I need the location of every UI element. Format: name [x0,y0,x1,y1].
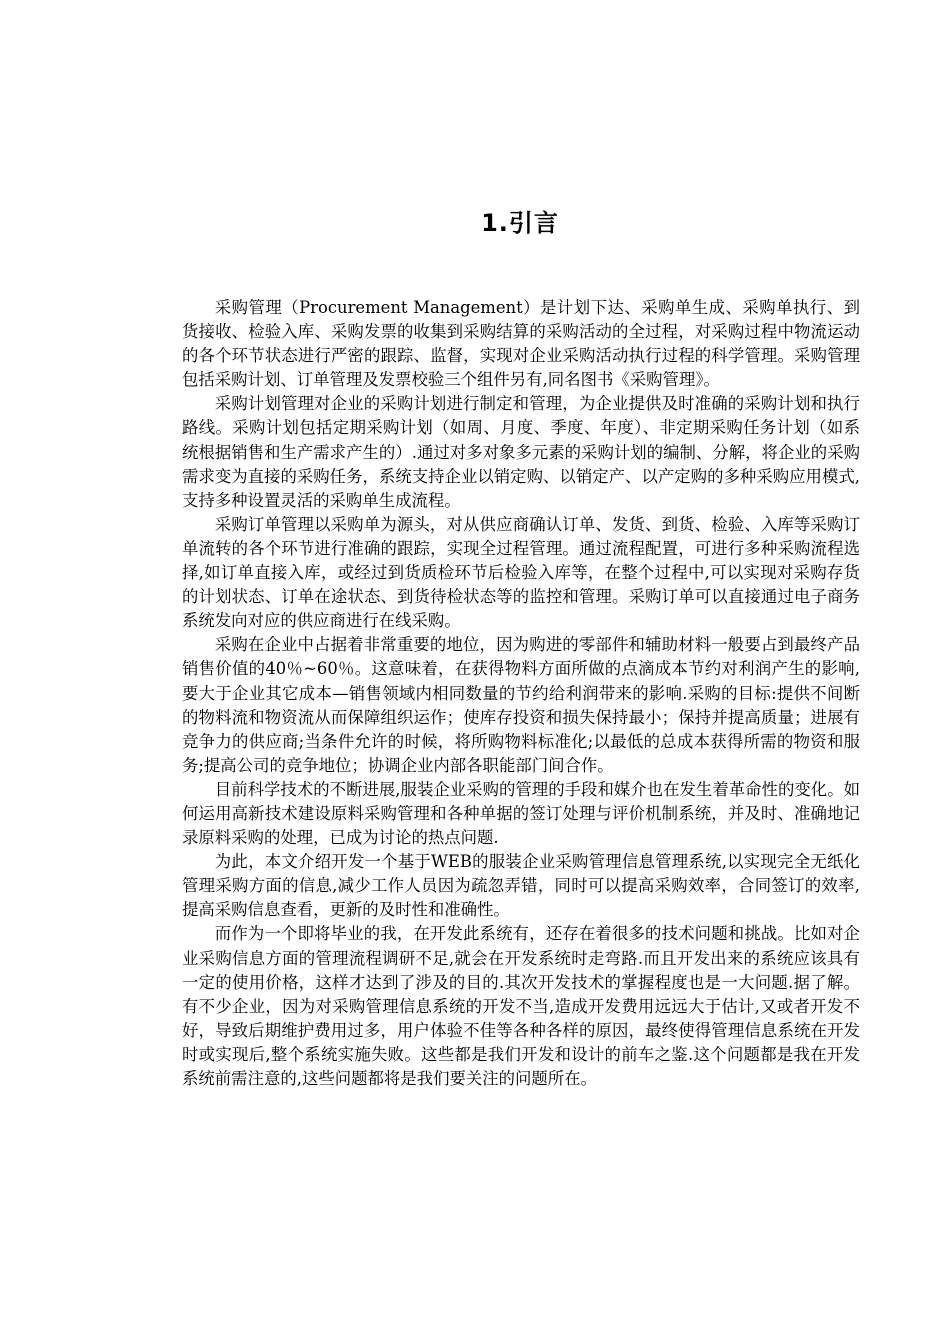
paragraph: 采购管理（Procurement Management）是计划下达、采购单生成、采购单执行、到货接收、检验入库、采购发票的收集到采购结算的采购活动的全过程，对采购过程中物流运动的各个环节状态进行严密的跟踪、监督，实现对企业采购活动执行过程的科学管理。采购管理包括采购计划、订单管理及发票校验三个组件另有,同名图书《采购管理》。 [182,298,860,390]
section-heading: 1.引言 [481,209,559,237]
paragraph: 采购在企业中占据着非常重要的地位，因为购进的零部件和辅助材料一般要占到最终产品销售价值的40％~60％。这意味着，在获得物料方面所做的点滴成本节约对利润产生的影响,要大于企业其它成本—销售领域内相同数量的节约给利润带来的影响.采购的目标:提供不间断的物料流和物资流从而保障组织运作；使库存投资和损失保持最小；保持并提高质量；进展有竞争力的供应商;当条件允许的时候，将所购物料标准化;以最低的总成本获得所需的物资和服务;提高公司的竞争地位；协调企业内部各职能部门间合作。 [182,635,860,775]
paragraph: 目前科学技术的不断进展,服装企业采购的管理的手段和媒介也在发生着革命性的变化。如何运用高新技术建设原料采购管理和各种单据的签订处理与评价机制系统，并及时、准确地记录原料采购的处理，已成为讨论的热点问题. [182,779,860,848]
paragraph: 为此，本文介绍开发一个基于WEB的服装企业采购管理信息管理系统,以实现完全无纸化管理采购方面的信息,减少工作人员因为疏忽弄错，同时可以提高采购效率，合同签订的效率,提高采购信息查看，更新的及时性和准确性。 [182,852,860,920]
paragraph: 而作为一个即将毕业的我，在开发此系统有，还存在着很多的技术问题和挑战。比如对企业采购信息方面的管理流程调研不足,就会在开发系统时走弯路.而且开发出来的系统应该具有一定的使用价格，这样才达到了涉及的目的.其次开发技术的掌握程度也是一大问题.据了解。有不少企业，因为对采购管理信息系统的开发不当,造成开发费用远远大于估计,又或者开发不好，导致后期维护费用过多，用户体验不佳等各种各样的原因，最终使得管理信息系统在开发时或实现后,整个系统实施失败。这些都是我们开发和设计的前车之鉴.这个问题都是我在开发系统前需注意的,这些问题都将是我们要关注的问题所在。 [182,924,860,1088]
body-text [182,296,860,1091]
paragraph: 采购计划管理对企业的采购计划进行制定和管理，为企业提供及时准确的采购计划和执行路线。采购计划包括定期采购计划（如周、月度、季度、年度）、非定期采购任务计划（如系统根据销售和生产需求产生的）.通过对多对象多元素的采购计划的编制、分解，将企业的采购需求变为直接的采购任务，系统支持企业以销定购、以销定产、以产定购的多种采购应用模式,支持多种设置灵活的采购单生成流程。 [182,394,860,510]
paragraph: 采购订单管理以采购单为源头，对从供应商确认订单、发货、到货、检验、入库等采购订单流转的各个环节进行准确的跟踪，实现全过程管理。通过流程配置，可进行多种采购流程选择,如订单直接入库，或经过到货质检环节后检验入库等，在整个过程中,可以实现对采购存货的计划状态、订单在途状态、到货待检状态等的监控和管理。采购订单可以直接通过电子商务系统发向对应的供应商进行在线采购。 [182,514,860,631]
